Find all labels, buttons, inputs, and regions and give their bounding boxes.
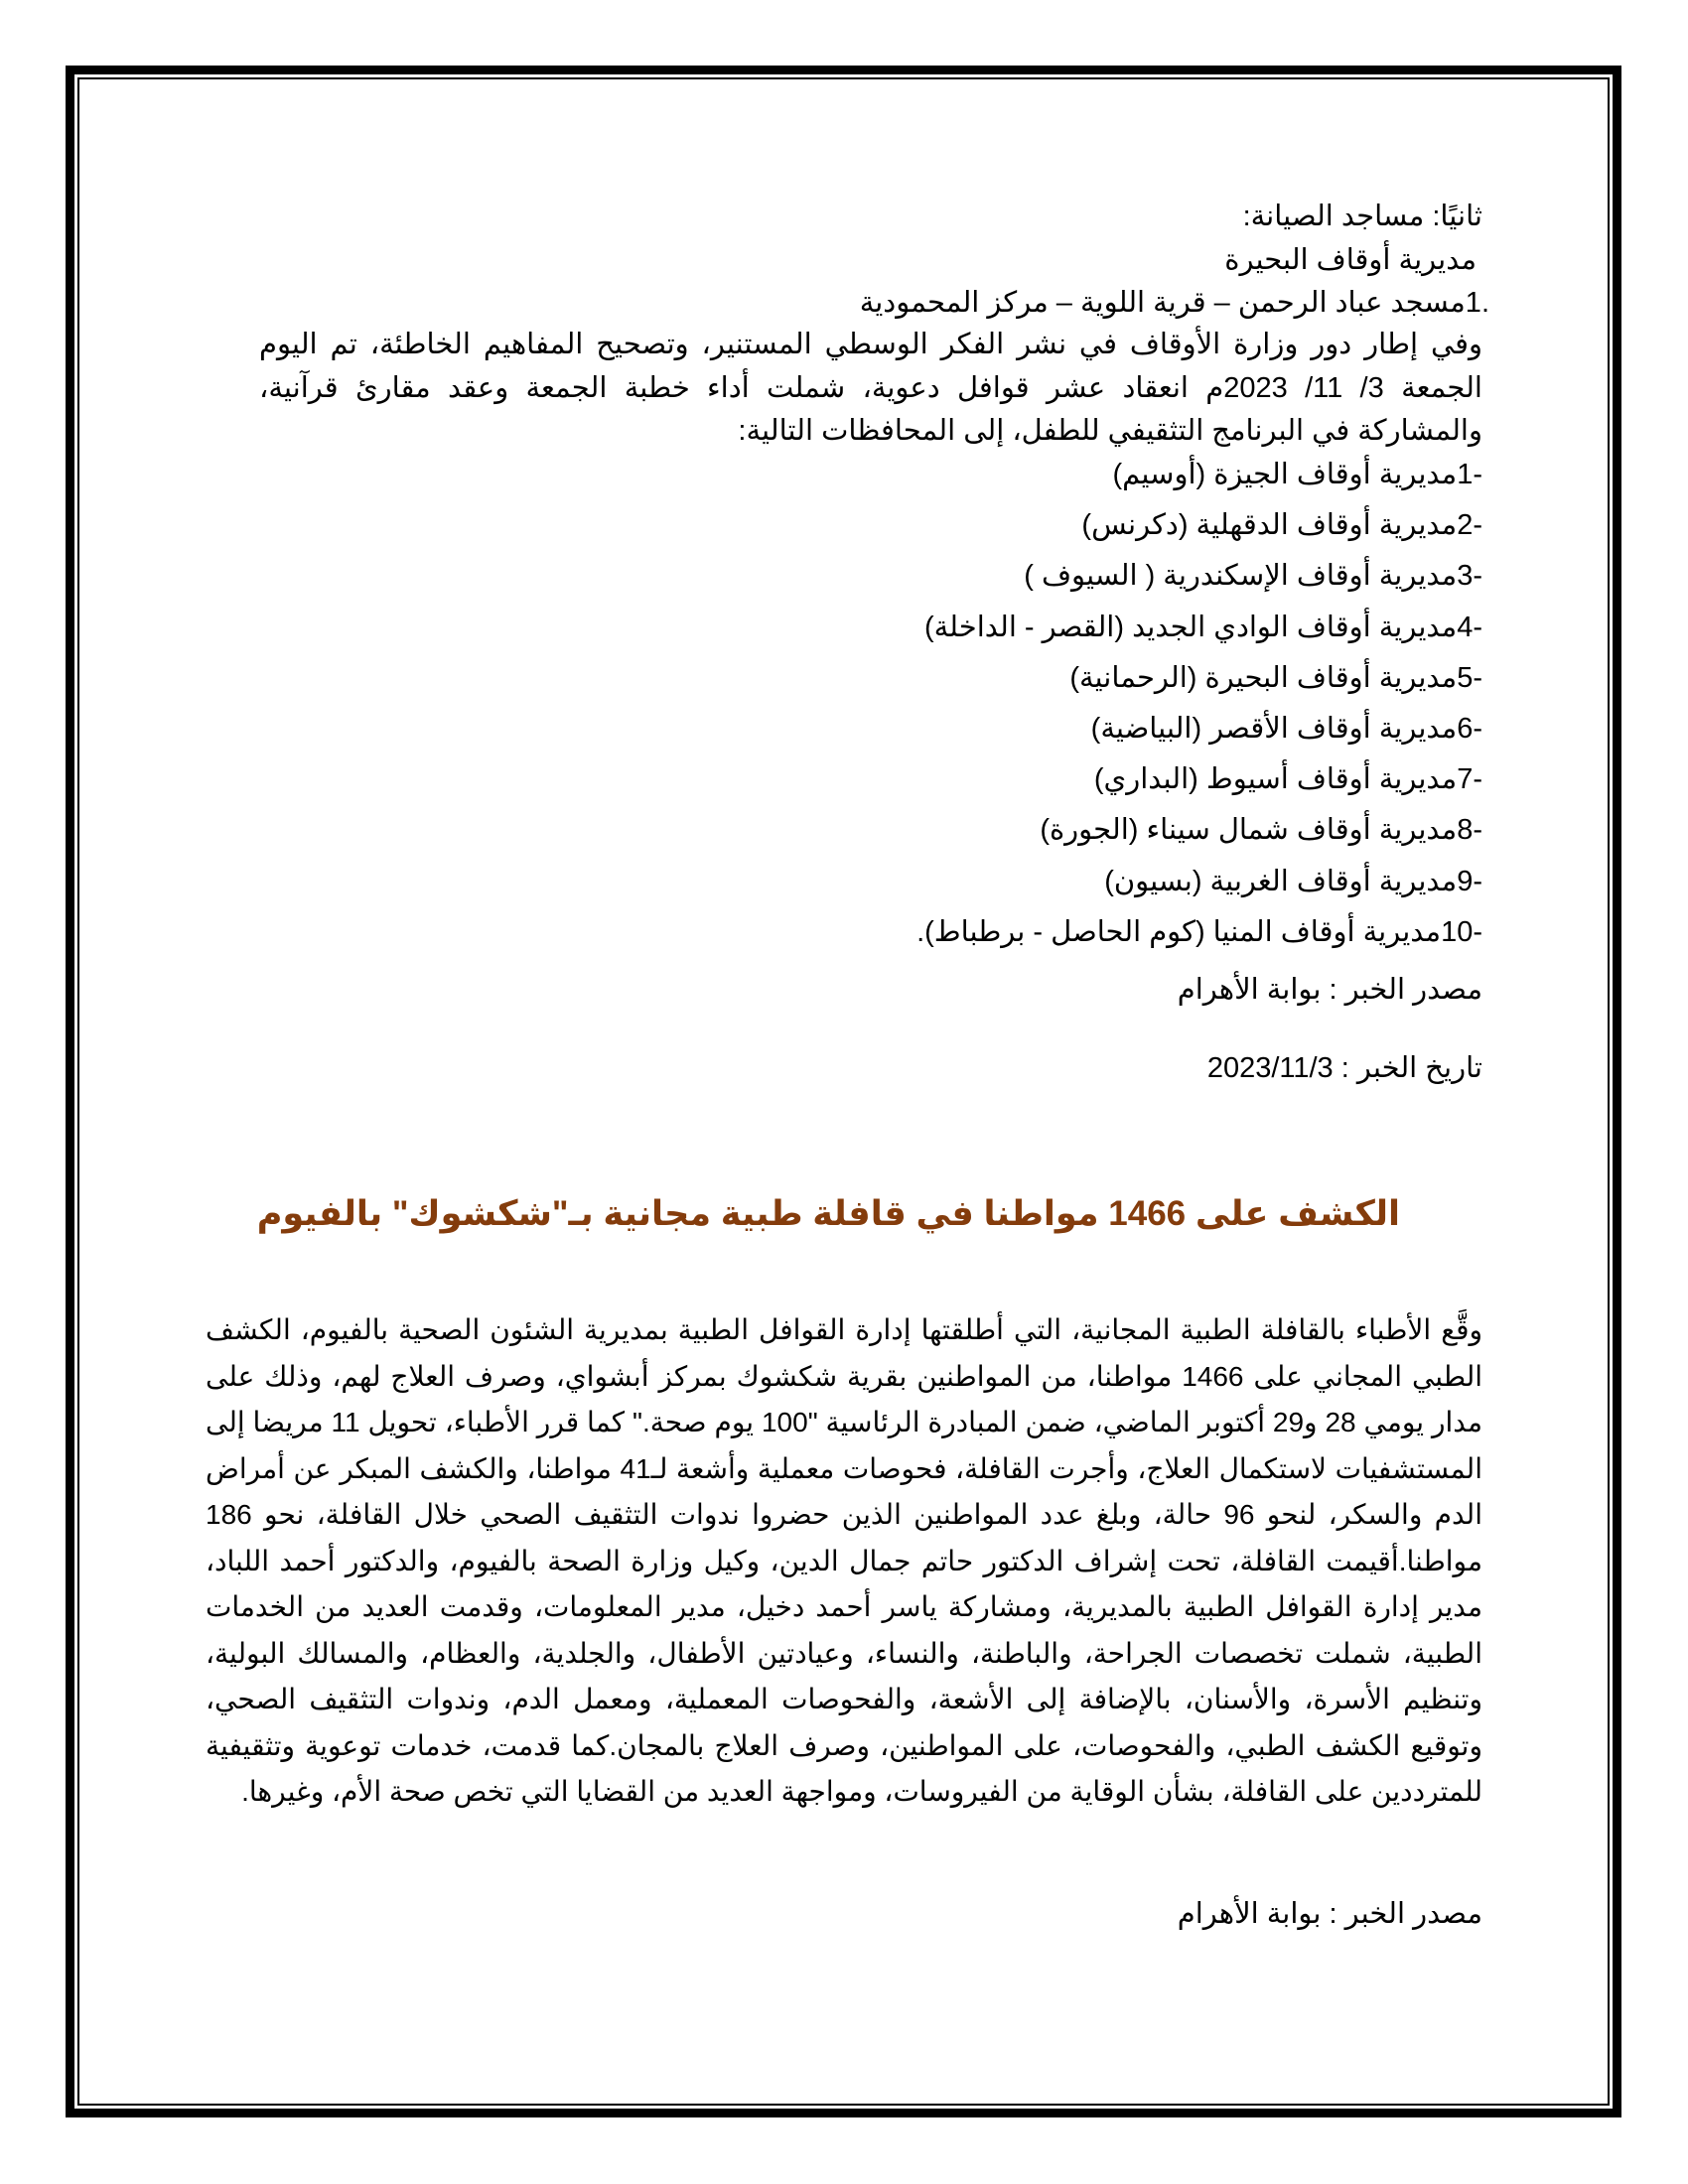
list-number: 4 bbox=[1457, 611, 1474, 643]
list-item bbox=[916, 503, 1482, 554]
list-text: مديرية أوقاف الدقهلية (دكرنس) bbox=[1081, 509, 1458, 542]
list-item bbox=[916, 606, 1482, 656]
list-number: 3 bbox=[1457, 560, 1474, 593]
list-item bbox=[916, 707, 1482, 757]
article-title: الكشف على 1466 مواطنا في قافلة طبية مجانية بـ"شكشوك" بالفيوم bbox=[256, 1194, 1400, 1233]
list-text: مديرية أوقاف أسيوط (البداري) bbox=[1093, 763, 1458, 796]
list-number: 6 bbox=[1457, 712, 1474, 745]
list-item bbox=[916, 860, 1482, 910]
list-item bbox=[916, 656, 1482, 707]
list-text: مديرية أوقاف شمال سيناء (الجورة) bbox=[1040, 814, 1458, 847]
list-text: مديرية أوقاف الإسكندرية ( السيوف ) bbox=[1024, 560, 1458, 593]
intro-paragraph: وفي إطار دور وزارة الأوقاف في نشر الفكر الوسطي المستنير، وتصحيح المفاهيم الخاطئة، تم اليوم الجمعة 3/ 11/ 2023م انعقاد عشر قوافل دعوية، شملت أداء خطبة الجمعة وعقد مقارئ قرآنية، والمشاركة في البرنامج التثقيفي للطفل، إلى المحافظات التالية: bbox=[259, 329, 1482, 447]
news-date: تاريخ الخبر : 2023/11/3 bbox=[1206, 1052, 1482, 1084]
list-marker: -‏ bbox=[1473, 459, 1482, 490]
list-item bbox=[916, 554, 1482, 605]
list-number: 10 bbox=[1441, 915, 1474, 948]
list-marker: -‏ bbox=[1473, 865, 1482, 897]
list-marker: -‏ bbox=[1473, 814, 1482, 847]
list-marker: -‏ bbox=[1473, 611, 1482, 643]
section-heading: ثانيًا: مساجد الصيانة: bbox=[1242, 201, 1482, 232]
list-marker: -‏ bbox=[1473, 915, 1482, 948]
list-text: مديرية أوقاف الجيزة (أوسيم) bbox=[1112, 459, 1458, 490]
list-marker: -‏ bbox=[1473, 661, 1482, 694]
list-item bbox=[916, 757, 1482, 808]
list-item bbox=[916, 808, 1482, 859]
list-text: مديرية أوقاف الأقصر (البياضية) bbox=[1090, 712, 1458, 745]
list-item bbox=[916, 453, 1482, 503]
list-text: مديرية أوقاف البحيرة (الرحمانية) bbox=[1069, 661, 1458, 694]
list-marker: -‏ bbox=[1473, 560, 1482, 593]
article-body: وقَّع الأطباء بالقافلة الطبية المجانية، التي أطلقتها إدارة القوافل الطبية بمديرية الشئون الصحية بالفيوم، الكشف الطبي المجاني على 1466 مواطنا، من المواطنين بقرية شكشوك بمركز أبشواي، وصرف العلاج لهم، وذلك على مدار يومي 28 و29 أكتوبر الماضي، ضمن المبادرة الرئاسية "100 يوم صحة." كما قرر الأطباء، تحويل 11 مريضا إلى المستشفيات لاستكمال العلاج، وأجرت القافلة، فحوصات معملية وأشعة لـ41 مواطنا، والكشف المبكر عن أمراض الدم والسكر، لنحو 96 حالة، وبلغ عدد المواطنين الذين حضروا ندوات التثقيف الصحي خلال القافلة، نحو 186 مواطنا.أقيمت القافلة، تحت إشراف الدكتور حاتم جمال الدين، وكيل وزارة الصحة بالفيوم، والدكتور أحمد اللباد، مدير إدارة القوافل الطبية بالمديرية، ومشاركة ياسر أحمد دخيل، مدير المعلومات، وقدمت العديد من الخدمات الطبية، شملت تخصصات الجراحة، والباطنة، والنساء، وعيادتين الأطفال، والجلدية، والعظام، والمسالك البولية، وتنظيم الأسرة، والأسنان، بالإضافة إلى الأشعة، والفحوصات المعملية، ومعمل الدم، وندوات التثقيف الصحي، وتوقيع الكشف الطبي، والفحوصات، على المواطنين، وصرف العلاج بالمجان.كما قدمت، خدمات توعوية وتثقيفية للمترددين على القافلة، بشأن الوقاية من الفيروسات، ومواجهة العديد من القضايا التي تخص صحة الأم، وغيرها. bbox=[206, 1314, 1483, 1807]
directorate-title: مديرية أوقاف البحيرة bbox=[1224, 244, 1477, 276]
list-number: 7 bbox=[1457, 763, 1474, 796]
list-number: 8 bbox=[1457, 814, 1474, 847]
list-number: 2 bbox=[1457, 509, 1474, 542]
list-number: 1 bbox=[1457, 459, 1474, 490]
list-number: 9 bbox=[1457, 865, 1474, 897]
list-marker: -‏ bbox=[1473, 763, 1482, 796]
list-number: 5 bbox=[1457, 661, 1474, 694]
article-source: مصدر الخبر : بوابة الأهرام bbox=[1177, 1898, 1482, 1930]
list-marker: -‏ bbox=[1473, 712, 1482, 745]
list-text: مديرية أوقاف الوادي الجديد (القصر - الداخلة) bbox=[923, 611, 1458, 643]
list-text: مديرية أوقاف المنيا (كوم الحاصل - برطباط). bbox=[916, 915, 1442, 948]
news-source: مصدر الخبر : بوابة الأهرام bbox=[1177, 974, 1482, 1006]
list-item bbox=[916, 910, 1482, 961]
governorates-list bbox=[916, 453, 1482, 961]
list-marker: -‏ bbox=[1473, 509, 1482, 542]
mosque-item: .1مسجد عباد الرحمن – قرية اللوية – مركز المحمودية bbox=[859, 287, 1489, 319]
list-text: مديرية أوقاف الغربية (بسيون) bbox=[1104, 865, 1458, 897]
